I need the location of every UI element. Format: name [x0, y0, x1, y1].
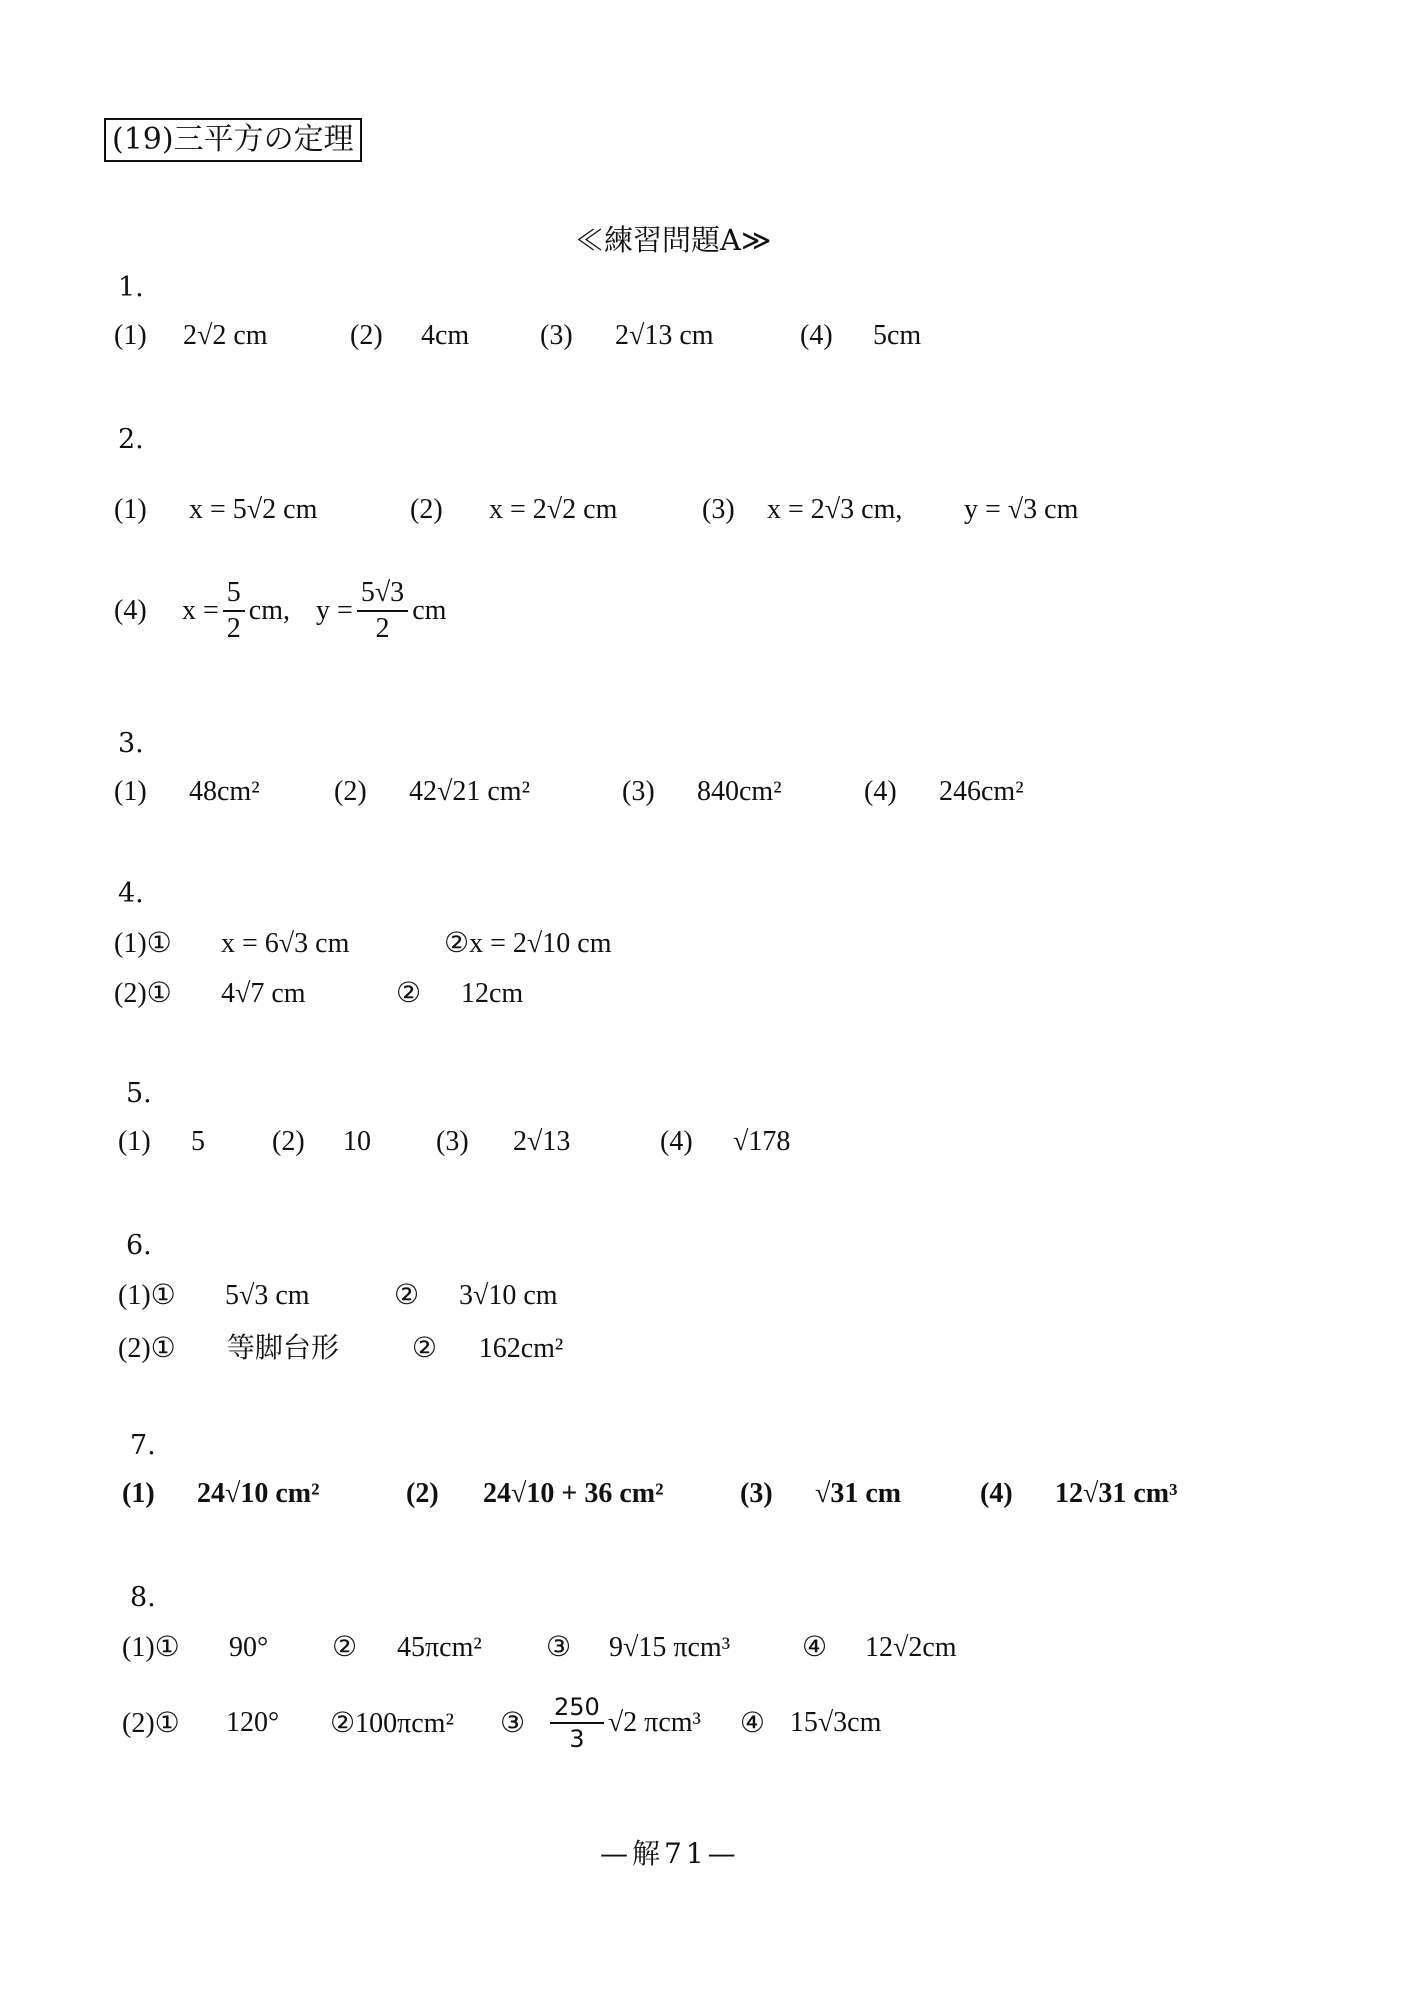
- answer-label: (4): [980, 1478, 1013, 1509]
- question-1-answers: [114, 320, 921, 352]
- answer-label: (2): [272, 1126, 305, 1157]
- section-title: (19)三平方の定理: [104, 118, 362, 162]
- answer-label: ④: [802, 1632, 828, 1663]
- answer-value: 120°: [226, 1707, 280, 1738]
- question-8-row-1: [122, 1630, 957, 1664]
- answer-value: 2√2 cm: [183, 320, 268, 351]
- y-prefix: y =: [316, 595, 353, 626]
- y-fraction: [357, 576, 408, 646]
- answer-value: 840cm²: [697, 776, 782, 807]
- x-fraction: [223, 576, 245, 646]
- question-7-answers: [122, 1478, 1178, 1510]
- answer-value: √31 cm: [815, 1478, 902, 1509]
- answer-label: (1): [114, 320, 147, 351]
- exercise-subtitle: ≪練習問題A≫: [575, 223, 772, 257]
- question-2-row-2: [114, 576, 446, 646]
- x-prefix: x =: [182, 595, 219, 626]
- answer-label: (1): [122, 1478, 155, 1509]
- answer-label: (2): [350, 320, 383, 351]
- answer-label: (4): [800, 320, 833, 351]
- question-2-number: 2.: [118, 424, 144, 455]
- answer-value: 5√3 cm: [225, 1280, 310, 1311]
- answer-value: 45πcm²: [397, 1632, 482, 1663]
- answer-label: (1)①: [118, 1280, 176, 1311]
- answer-value: x = 6√3 cm: [221, 928, 350, 959]
- answer-value: 246cm²: [939, 776, 1024, 807]
- answer-label: (1): [118, 1126, 151, 1157]
- answer-label: (2): [334, 776, 367, 807]
- answer-value: ②100πcm²: [330, 1708, 454, 1739]
- x-fraction-denominator: 2: [226, 613, 241, 644]
- question-4-row-2: [114, 976, 523, 1010]
- answer-value: 等脚台形: [226, 1331, 339, 1364]
- answer-value: ②x = 2√10 cm: [444, 928, 612, 959]
- answer-value: 42√21 cm²: [409, 776, 530, 807]
- answer-value: 162cm²: [478, 1333, 564, 1364]
- answer-value: 5: [191, 1126, 205, 1157]
- answer-label: (1)①: [114, 928, 172, 959]
- answer-label: ③: [500, 1708, 526, 1739]
- answer-value: y = √3 cm: [964, 494, 1079, 525]
- answer-value: 12cm: [461, 978, 524, 1009]
- answer-value: 48cm²: [189, 776, 260, 807]
- answer-value: 12√31 cm³: [1055, 1478, 1178, 1509]
- x-fraction-numerator: 5: [223, 576, 245, 612]
- question-8-number: 8.: [130, 1582, 156, 1613]
- answer-value: 15√3cm: [789, 1707, 882, 1738]
- answer-value: √178: [733, 1126, 791, 1157]
- answer-label: ②: [394, 1280, 420, 1311]
- answer-label: (2)①: [118, 1333, 176, 1364]
- question-6-row-1: [118, 1278, 558, 1312]
- answer-label: ②: [396, 978, 422, 1009]
- answer-label: ③: [546, 1632, 572, 1663]
- answer-label: (2)①: [122, 1708, 180, 1739]
- answer-value: x = 2√3 cm,: [767, 494, 903, 525]
- question-3-number: 3.: [118, 728, 144, 759]
- answer-label: (2)①: [114, 978, 172, 1009]
- volume-fraction: [550, 1692, 604, 1754]
- question-4-row-1: [114, 926, 611, 960]
- answer-value: 4cm: [421, 320, 470, 351]
- question-8-row-2: [122, 1692, 881, 1754]
- answer-value: 5cm: [873, 320, 922, 351]
- answer-value: 90°: [229, 1632, 269, 1663]
- answer-value: √2 πcm³: [607, 1707, 701, 1738]
- answer-label: (2): [406, 1478, 439, 1509]
- question-2-row-1: [114, 494, 1078, 526]
- volume-fraction-denominator: 3: [569, 1725, 585, 1753]
- question-6-number: 6.: [126, 1230, 152, 1261]
- question-5-answers: [118, 1126, 790, 1158]
- answer-label: (4): [660, 1126, 693, 1157]
- question-7-number: 7.: [130, 1430, 156, 1461]
- answer-value: 9√15 πcm³: [609, 1632, 731, 1663]
- page-number: —解71—: [600, 1837, 740, 1870]
- question-4-number: 4.: [118, 878, 144, 909]
- answer-label: (4): [864, 776, 897, 807]
- question-1-number: 1.: [118, 272, 144, 303]
- answer-value: 10: [343, 1126, 371, 1157]
- question-5-number: 5.: [126, 1078, 152, 1109]
- question-3-answers: [114, 776, 1024, 808]
- answer-label: (1)①: [122, 1632, 180, 1663]
- answer-value: 2√13 cm: [615, 320, 714, 351]
- answer-label: (3): [436, 1126, 469, 1157]
- answer-label: (3): [740, 1478, 773, 1509]
- answer-value: 12√2cm: [865, 1632, 957, 1663]
- answer-value: x = 2√2 cm: [489, 494, 618, 525]
- question-6-row-2: [118, 1326, 563, 1366]
- answer-label: ②: [411, 1333, 437, 1364]
- answer-label: (3): [540, 320, 573, 351]
- x-suffix: cm,: [248, 595, 291, 626]
- answer-label: (1): [114, 494, 147, 525]
- answer-value: 2√13: [513, 1126, 571, 1157]
- answer-value: 3√10 cm: [459, 1280, 558, 1311]
- answer-label: (3): [622, 776, 655, 807]
- y-fraction-numerator: 5√3: [357, 576, 408, 612]
- answer-label: (2): [410, 494, 443, 525]
- answer-label: (4): [114, 595, 147, 626]
- answer-value: 24√10 + 36 cm²: [483, 1478, 664, 1509]
- answer-label: ②: [332, 1632, 358, 1663]
- y-fraction-denominator: 2: [375, 613, 390, 644]
- answer-label: (3): [702, 494, 735, 525]
- answer-value: x = 5√2 cm: [189, 494, 318, 525]
- answer-value: 4√7 cm: [221, 978, 306, 1009]
- answer-label: ④: [739, 1708, 765, 1739]
- answer-label: (1): [114, 776, 147, 807]
- answer-value: 24√10 cm²: [197, 1478, 320, 1509]
- y-suffix: cm: [412, 595, 447, 626]
- volume-fraction-numerator: 250: [550, 1692, 604, 1724]
